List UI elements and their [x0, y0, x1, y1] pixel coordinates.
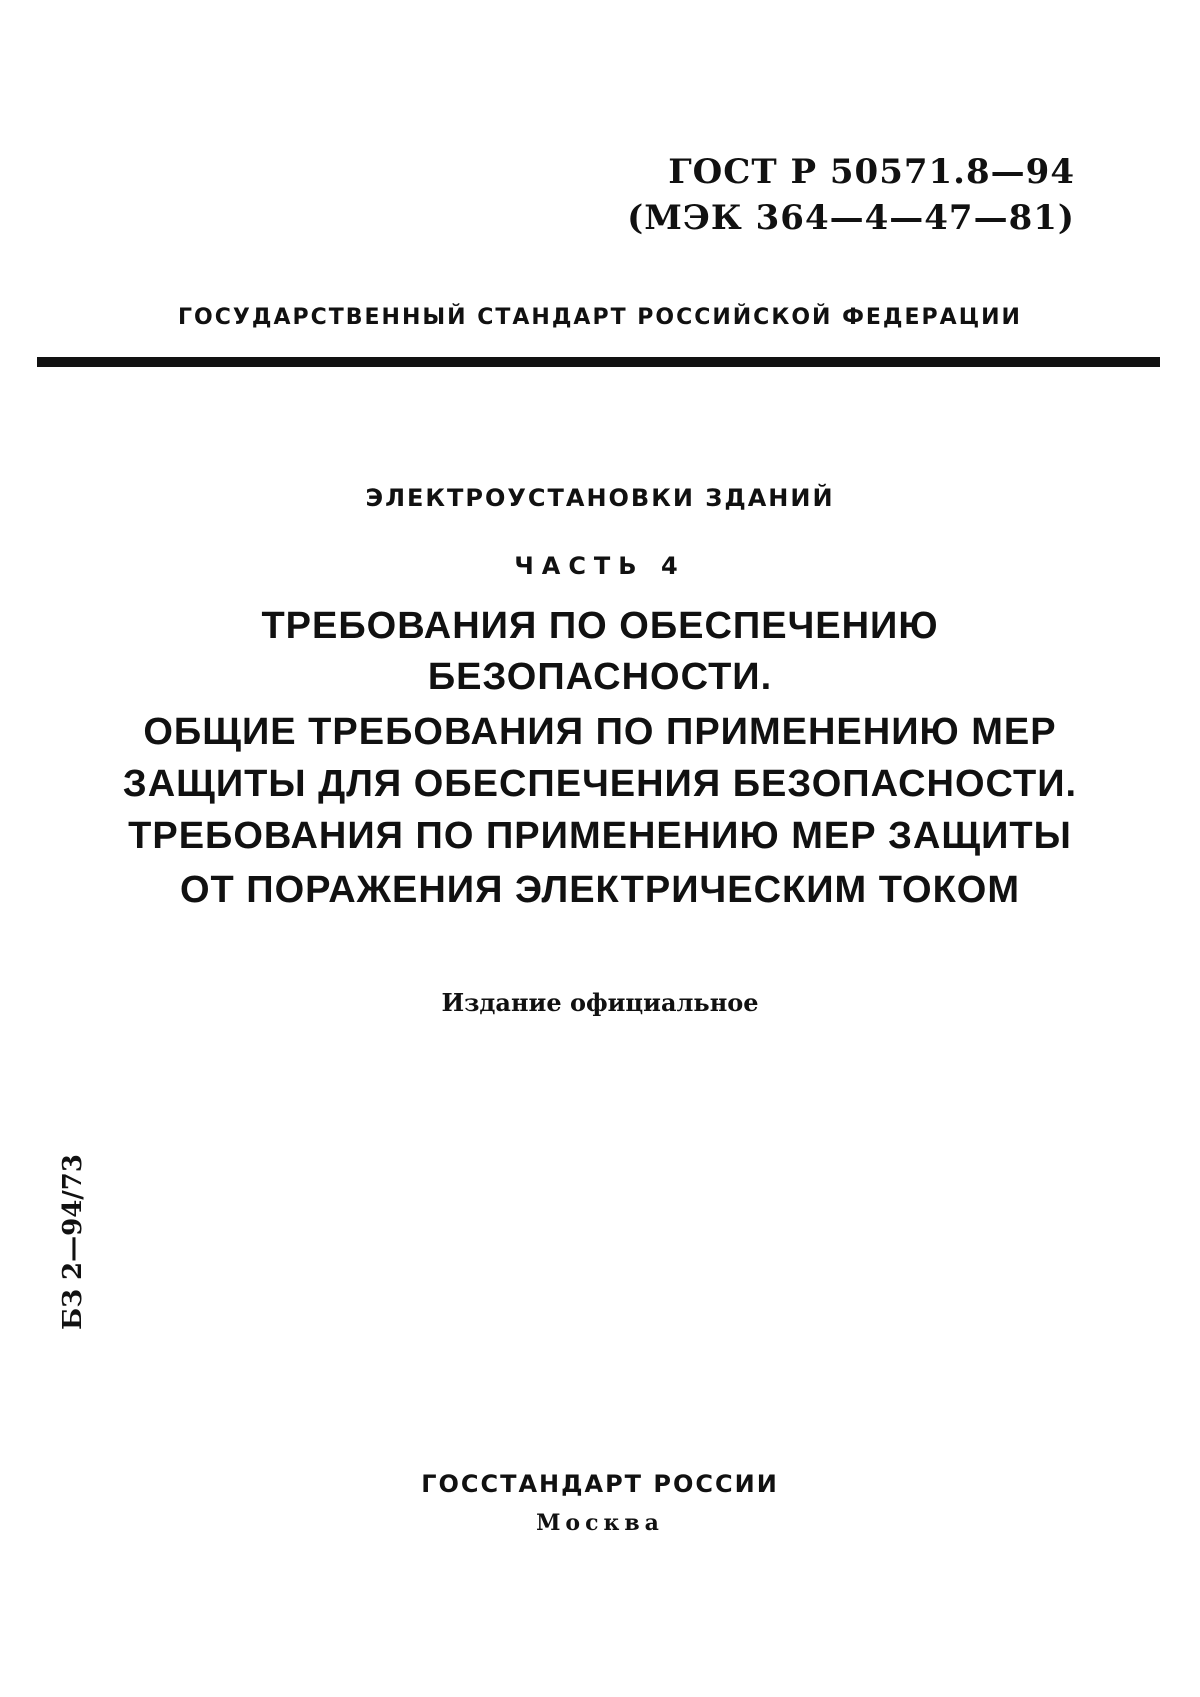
title-line-4: ЗАЩИТЫ ДЛЯ ОБЕСПЕЧЕНИЯ БЕЗОПАСНОСТИ.: [122, 763, 1078, 805]
title-line-3: ОБЩИЕ ТРЕБОВАНИЯ ПО ПРИМЕНЕНИЮ МЕР: [143, 711, 1057, 753]
side-code: [58, 1154, 88, 1330]
title-line-6: ОТ ПОРАЖЕНИЯ ЭЛЕКТРИЧЕСКИМ ТОКОМ: [179, 869, 1020, 911]
state-standard-label: ГОСУДАРСТВЕННЫЙ СТАНДАРТ РОССИЙСКОЙ ФЕДЕРАЦИИ: [178, 305, 1022, 330]
publisher-name: ГОССТАНДАРТ РОССИИ: [421, 1470, 779, 1498]
title-line-2: БЕЗОПАСНОСТИ.: [427, 656, 773, 698]
iec-number: (МЭК 364—4—47—81): [627, 198, 1075, 238]
side-code-text: БЗ 2—94/73: [58, 1154, 88, 1330]
title-line-1: ТРЕБОВАНИЯ ПО ОБЕСПЕЧЕНИЮ: [261, 605, 939, 647]
horizontal-rule: [37, 357, 1160, 367]
title-line-5: ТРЕБОВАНИЯ ПО ПРИМЕНЕНИЮ МЕР ЗАЩИТЫ: [128, 815, 1072, 857]
part-label: ЧАСТЬ 4: [514, 552, 686, 580]
edition-label: Издание официальное: [441, 988, 759, 1017]
publisher-city: Москва: [536, 1510, 664, 1536]
gost-number: ГОСТ Р 50571.8—94: [668, 152, 1075, 192]
section-title: ЭЛЕКТРОУСТАНОВКИ ЗДАНИЙ: [365, 484, 835, 512]
